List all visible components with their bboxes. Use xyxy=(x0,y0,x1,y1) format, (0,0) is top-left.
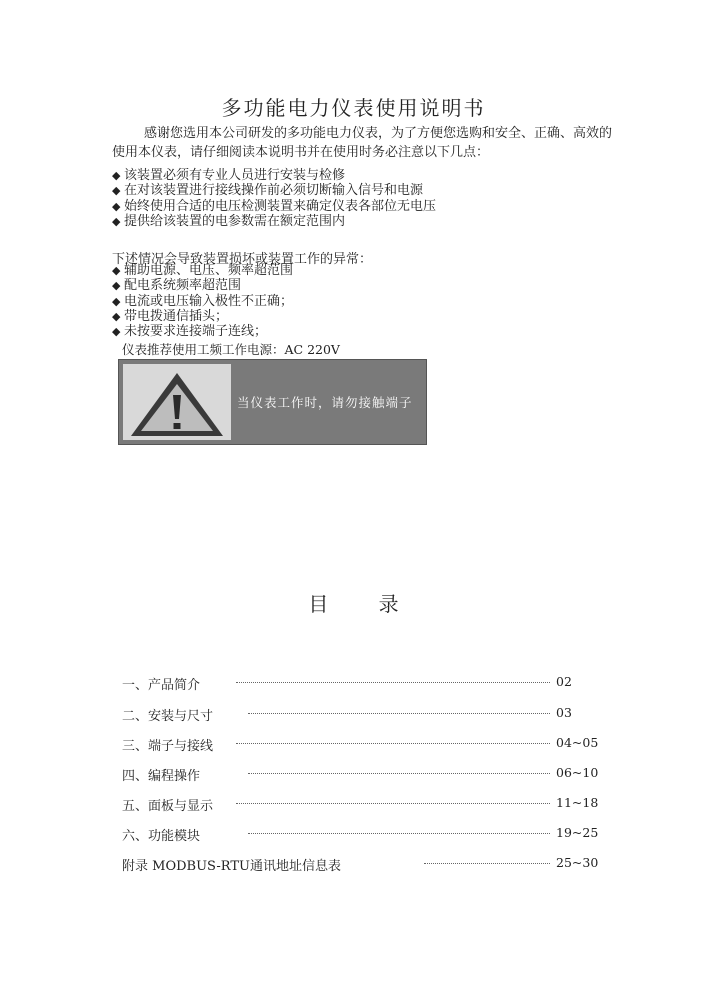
toc-label: 附录 MODBUS-RTU通讯地址信息表 xyxy=(122,859,341,874)
toc-heading: 目 录 xyxy=(308,592,421,616)
toc-label: 四、编程操作 xyxy=(122,769,201,784)
toc-page: 02 xyxy=(556,674,572,689)
toc-page: 03 xyxy=(556,705,572,720)
toc-label: 二、安装与尺寸 xyxy=(122,709,214,724)
toc-leader xyxy=(248,773,550,774)
toc-page: 25~30 xyxy=(556,855,599,870)
toc-row[interactable] xyxy=(0,765,707,785)
diamond-bullet-icon: ◆ xyxy=(112,184,121,198)
toc-row[interactable] xyxy=(0,825,707,845)
toc-leader xyxy=(236,682,550,683)
toc-label: 一、产品简介 xyxy=(122,678,201,693)
intro-paragraph xyxy=(112,124,612,162)
list-item: ◆ 该装置必须有专业人员进行安装与检修 xyxy=(112,168,346,183)
toc-leader xyxy=(424,863,550,864)
toc-label: 六、功能模块 xyxy=(122,829,201,844)
warning-triangle-icon xyxy=(123,364,231,440)
toc-leader xyxy=(236,803,550,804)
power-note: 仪表推荐使用工频工作电源：AC 220V xyxy=(122,342,340,357)
list-item: ◆ 未按要求连接端子连线； xyxy=(112,324,268,340)
list-item: ◆ 带电拨通信插头； xyxy=(112,308,229,324)
toc-row[interactable] xyxy=(0,795,707,815)
abnormal-list xyxy=(112,263,293,339)
diamond-bullet-icon: ◆ xyxy=(112,264,121,277)
warning-list xyxy=(112,168,436,229)
list-item: ◆ 配电系统频率超范围 xyxy=(112,278,242,294)
toc-row[interactable] xyxy=(0,674,707,694)
intro-text: 感谢您选用本公司研发的多功能电力仪表，为了方便您选购和安全、正确、高效的使用本仪表，请仔细阅读本说明书并在使用时务必注意以下几点： xyxy=(112,126,613,160)
list-item: ◆ 电流或电压输入极性不正确； xyxy=(112,293,294,309)
toc-row[interactable] xyxy=(0,855,707,875)
toc-page: 06~10 xyxy=(556,765,599,780)
toc-leader xyxy=(248,833,550,834)
diamond-bullet-icon: ◆ xyxy=(112,199,121,213)
list-item: ◆ 始终使用合适的电压检测装置来确定仪表各部位无电压 xyxy=(112,198,437,214)
list-item: ◆ 辅助电源、电压、频率超范围 xyxy=(112,263,294,278)
toc-leader xyxy=(236,743,550,744)
diamond-bullet-icon: ◆ xyxy=(112,214,121,228)
toc-label: 三、端子与接线 xyxy=(122,739,214,754)
diamond-bullet-icon: ◆ xyxy=(112,169,121,182)
list-item: ◆ 提供给该装置的电参数需在额定范围内 xyxy=(112,213,346,229)
toc-label: 五、面板与显示 xyxy=(122,799,214,814)
diamond-bullet-icon: ◆ xyxy=(112,325,121,339)
toc-page: 04~05 xyxy=(556,735,599,750)
toc-row[interactable] xyxy=(0,705,707,725)
toc-leader xyxy=(248,713,550,714)
warning-text: 当仪表工作时，请勿接触端子 xyxy=(237,395,413,410)
document-title: 多功能电力仪表使用说明书 xyxy=(221,96,486,120)
abnormal-heading: 下述情况会导致装置损坏或装置工作的异常： xyxy=(112,252,373,267)
diamond-bullet-icon: ◆ xyxy=(112,294,121,308)
toc-row[interactable] xyxy=(0,735,707,755)
diamond-bullet-icon: ◆ xyxy=(112,309,121,323)
toc-page: 19~25 xyxy=(556,825,599,840)
diamond-bullet-icon: ◆ xyxy=(112,279,121,293)
warning-banner xyxy=(118,359,427,445)
toc-page: 11~18 xyxy=(556,795,599,810)
list-item: ◆ 在对该装置进行接线操作前必须切断输入信号和电源 xyxy=(112,183,424,199)
